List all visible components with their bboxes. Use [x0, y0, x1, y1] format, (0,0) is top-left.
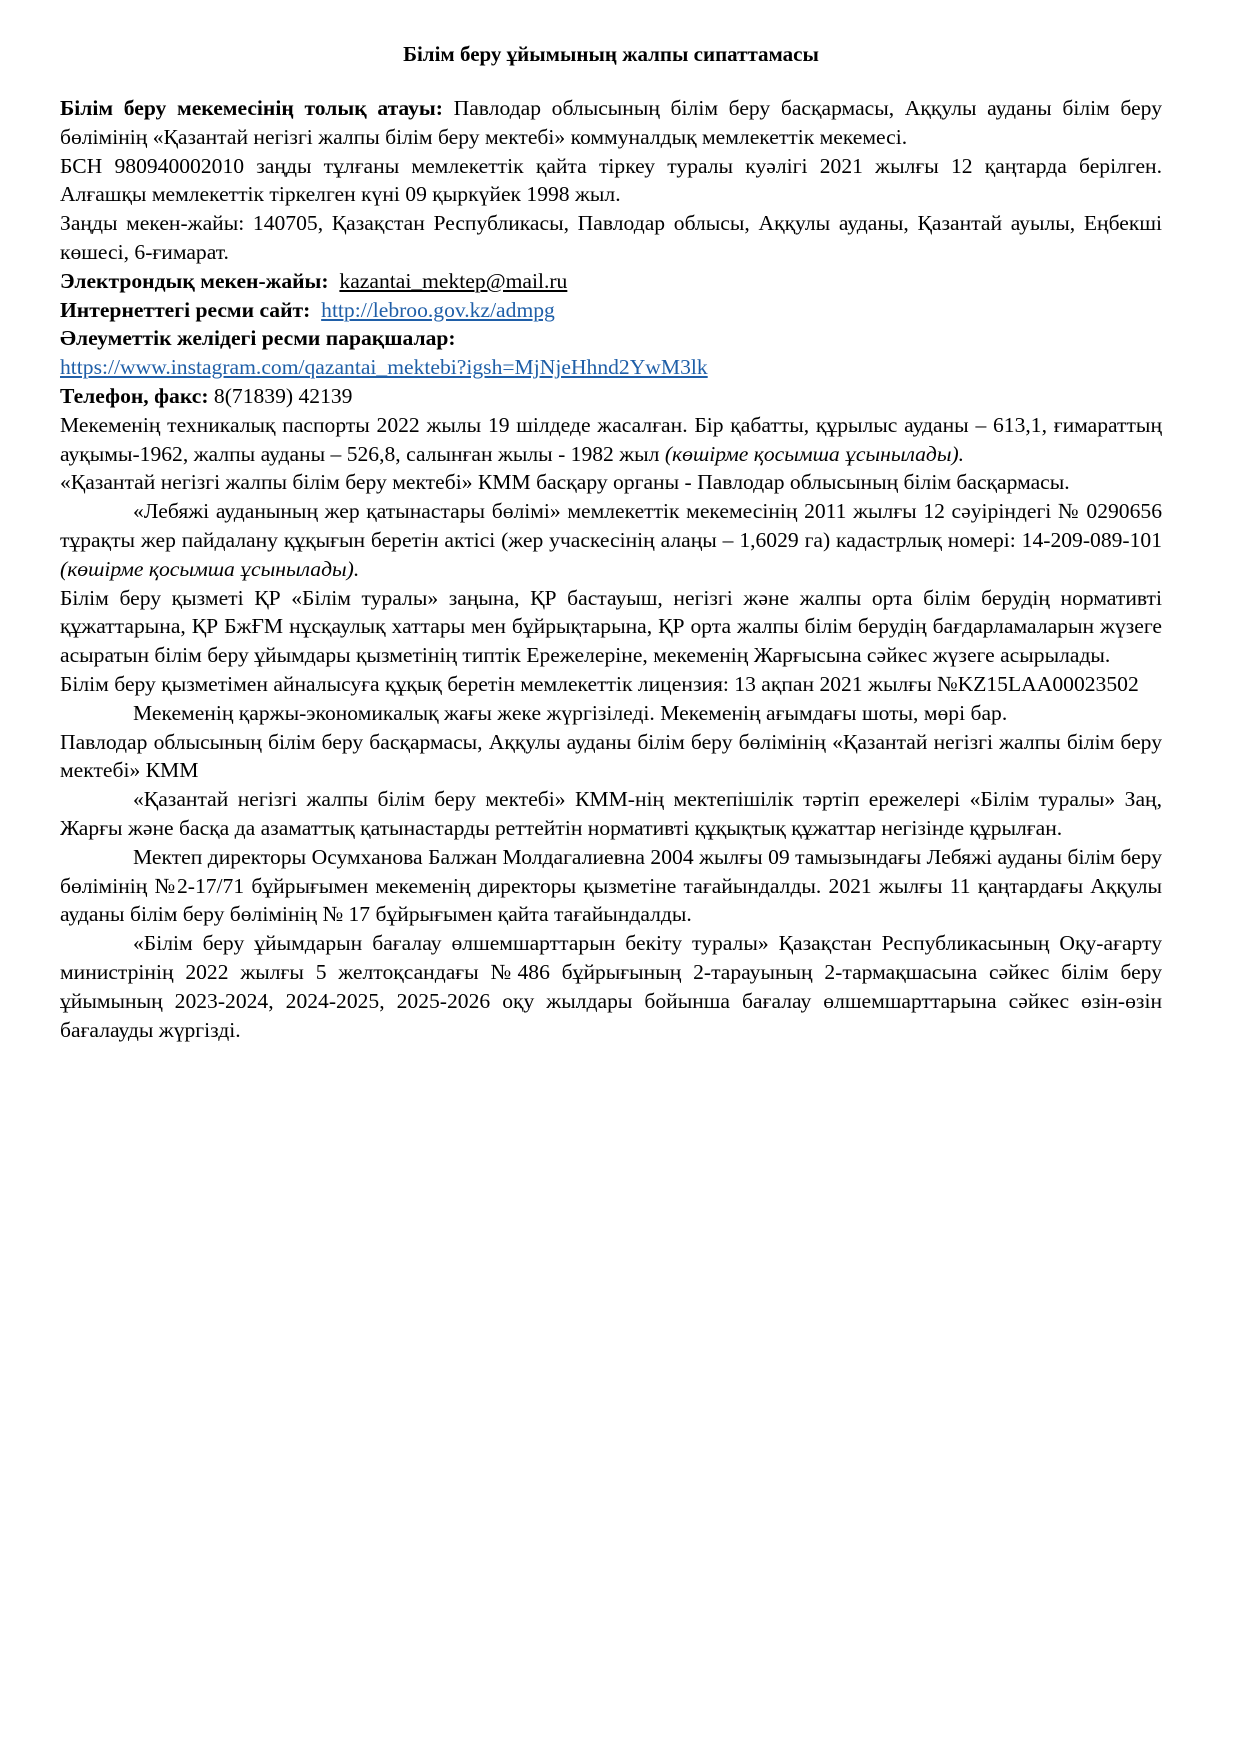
full-name-label: Білім беру мекемесінің толық атауы:	[60, 96, 443, 120]
full-name-text: Павлодар облысының білім беру басқармасы, Аққулы ауданы білім беру бөлімінің «Қазантай негізгі жалпы білім беру мектебі» коммуналдық мемлекеттік мекемесі.	[60, 96, 1162, 149]
registration-paragraph: БСН 980940002010 заңды тұлғаны мемлекеттік қайта тіркеу туралы куәлігі 2021 жылғы 12 қаңтарда берілген. Алғашқы мемлекеттік тіркелген күні 09 қыркүйек 1998 жыл.	[60, 153, 1162, 207]
institution-name-paragraph: Павлодар облысының білім беру басқармасы, Аққулы ауданы білім беру бөлімінің «Қазантай негізгі жалпы білім беру мектебі» КММ	[60, 729, 1162, 783]
tech-passport-note: (көшірме қосымша ұсынылады).	[664, 441, 965, 466]
website-line	[60, 296, 1162, 325]
finance-paragraph: Мекеменің қаржы-экономикалық жағы жеке жүргізіледі. Мекеменің ағымдағы шоты, мөрі бар.	[133, 700, 1008, 725]
director-paragraph: Мектеп директоры Осумханова Балжан Молдагалиевна 2004 жылғы 09 тамызындағы Лебяжі ауданы білім беру бөлімінің №2-17/71 бұйрығымен мекеменің директоры қызметіне тағайындалды. 2021 жылғы 11 қаңтардағы Аққулы ауданы білім беру бөлімінің № 17 бұйрығымен қайта тағайындалды.	[60, 844, 1162, 927]
license-paragraph: Білім беру қызметімен айналысуға құқық беретін мемлекеттік лицензия: 13 ақпан 2021 жылғы №KZ15LAA00023502	[60, 671, 1139, 696]
land-act-text: «Лебяжі ауданының жер қатынастары бөлімі» мемлекеттік мекемесінің 2011 жылғы 12 сәуіріндегі № 0290656 тұрақты жер пайдалану құқығын беретін актісі (жер учаскесінің алаңы – 1,6029 га) кадастрлық номері: 14-209-089-101	[60, 499, 1162, 552]
internal-rules-paragraph: «Қазантай негізгі жалпы білім беру мектебі» КММ-нің мектепішілік тәртіп ережелері «Білім туралы» Заң, Жарғы және басқа да азаматтық қатынастарды реттейтін нормативті құқықтық құжаттар негізінде құрылған.	[60, 787, 1162, 840]
phone-label: Телефон, факс:	[60, 383, 209, 408]
document-page	[60, 40, 1162, 1044]
legal-address-paragraph: Заңды мекен-жайы: 140705, Қазақстан Республикасы, Павлодар облысы, Аққулы ауданы, Қазантай ауылы, Еңбекші көшесі, 6-ғимарат.	[60, 211, 1162, 264]
email-line	[60, 267, 1162, 296]
social-line	[60, 324, 1162, 353]
activity-basis-paragraph: Білім беру қызметі ҚР «Білім туралы» заңына, ҚР бастауыш, негізгі және жалпы орта білім берудің нормативті құжаттарына, ҚР БжҒМ нұсқаулық хаттары мен бұйрықтарына, ҚР орта жалпы білім берудің бағдарламаларын жүзеге асыратын білім беру ұйымдары қызметінің типтік Ережелеріне, мекеменің Жарғысына сәйкес жүзеге асырылады.	[60, 585, 1162, 668]
website-label: Интернеттегі ресми сайт:	[60, 297, 311, 322]
tech-passport-paragraph	[60, 411, 1162, 469]
land-act-paragraph	[60, 497, 1162, 583]
phone-value: 8(71839) 42139	[208, 383, 353, 408]
full-name-paragraph	[60, 94, 1162, 152]
social-label: Әлеуметтік желідегі ресми парақшалар:	[60, 326, 456, 351]
website-link[interactable]: http://lebroo.gov.kz/admpg	[321, 297, 555, 322]
email-link[interactable]: kazantai_mektep@mail.ru	[339, 268, 568, 293]
social-link-line	[60, 353, 1162, 382]
tech-passport-text: Мекеменің техникалық паспорты 2022 жылы 19 шілдеде жасалған. Бір қабатты, құрылыс ауданы – 613,1, ғимараттың ауқымы-1962, жалпы ауданы – 526,8, салынған жылы - 1982 жыл	[60, 412, 1162, 466]
self-assessment-paragraph: «Білім беру ұйымдарын бағалау өлшемшарттарын бекіту туралы» Қазақстан Республикасының Оқу-ағарту министрінің 2022 жылғы 5 желтоқсандағы №486 бұйрығының 2-тарауының 2-тармақшасына сәйкес білім беру ұйымының 2023-2024, 2024-2025, 2025-2026 оқу жылдары бойынша бағалау өлшемшарттарына сәйкес өзін-өзін бағалауды жүргізді.	[60, 931, 1162, 1042]
document-title: Білім беру ұйымының жалпы сипаттамасы	[403, 42, 819, 66]
email-label: Электрондық мекен-жайы:	[60, 268, 329, 293]
governing-body-paragraph: «Қазантай негізгі жалпы білім беру мектебі» КММ басқару органы - Павлодар облысының білім басқармасы.	[60, 470, 1070, 495]
social-link[interactable]: https://www.instagram.com/qazantai_mektebi?igsh=MjNjeHhnd2YwM3lk	[60, 355, 708, 380]
phone-line	[60, 382, 1162, 411]
land-act-note: (көшірме қосымша ұсынылады).	[60, 556, 360, 581]
